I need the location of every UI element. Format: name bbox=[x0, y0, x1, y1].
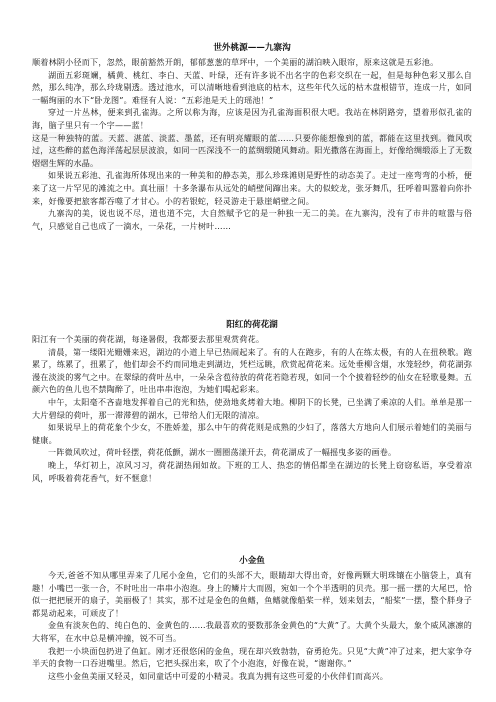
paragraph: 今天,爸爸不知从哪里弄来了几尾小金鱼，它们的头部不大，眼睛却大得出奇，好像两颗大明珠镶在小脑袋上，真有趣！小嘴巴一张一合，不时吐出一串串小泡泡。身上的鳞片大而圆，宛如一个个半透明的贝壳。那一摇一摆的大尾巴，恰似一把把展开的扇子，美丽极了！其实，那不过是金色的鱼鳍，鱼鳍就像船桨一样，划来划去，“船桨”一摆，整个胖身子都晃动起来，可顽皮了！ bbox=[32, 570, 472, 618]
article-jiuzhaigou bbox=[32, 42, 472, 232]
article-title: 阳红的荷花湖 bbox=[226, 320, 278, 330]
paragraph: 如果说早上的荷花象个少女，不胜娇羞，那么中午的荷花则是成熟的少妇了，落落大方地向人们展示着她们的美丽与健康。 bbox=[32, 422, 472, 445]
paragraph: 清晨，第一缕阳光姗姗来迟，湖边的小道上早已热闹起来了。有的人在跑步，有的人在练太极，有的人在扭秧歌。跑累了，练累了，扭累了，他们却会不约而同地走到湖边，凭栏远眺，欣赏起荷花来。远处垂柳含烟，水笼轻纱，荷花湖弥漫在淡淡的雾气之中。在翠绿的荷叶丛中，一朵朵含苞待放的荷花若隐若现，如同一个个披着轻纱的仙女在轻歌曼舞。五颜六色的鱼儿也不禁陶醉了，吐出串串泡泡，为她们喝起彩来。 bbox=[32, 346, 472, 395]
paragraph: 这些小金鱼美丽又轻灵，如同童话中可爱的小精灵。我真为拥有这些可爱的小伙伴们而高兴。 bbox=[48, 670, 389, 681]
paragraph: 湖面五彩斑斓，橘黄、桃红、李白、天蓝、叶绿，还有许多说不出名字的色彩交织在一起，但是每种色彩又那么自然，那么纯净，那么玲珑剔透。透过池水，可以清晰地看到池底的枯木，这些年代久远的枯木盘根错节，连成一片，如同一幅绚丽的水下“卧龙图”。难怪有人说：“五彩池是天上的瑶池！” bbox=[32, 69, 472, 105]
paragraph: 一阵微风吹过，荷叶轻摆，荷花低颤，湖水一圈圈荡漾开去，荷花湖成了一幅摇曳多姿的画卷。 bbox=[48, 447, 397, 458]
article-title: 世外桃源——九寨沟 bbox=[213, 43, 291, 53]
paragraph: 中午，太阳毫不吝啬地发挥着自己的光和热，使劲地炙烤着大地。柳阴下的长凳，已坐满了乘凉的人们。单单是那一大片碧绿的荷叶，那一滞滞碧的湖水，已带给人们无限的清凉。 bbox=[32, 396, 472, 420]
paragraph: 金鱼有淡灰色的、纯白色的、金黄色的……我最喜欢的要数那条金黄色的“大黄”了。大黄个头最大，象个威风凛凛的大将军，在水中总是横冲撞，锐不可当。 bbox=[32, 620, 472, 643]
paragraph: 阳江有一个美丽的荷花湖，每逢暑假，我都要去那里观赏荷花。 bbox=[32, 334, 265, 344]
paragraph: 如果说五彩池、孔雀海所体现出来的一种美和的静态美，那么珍珠滩则是野性的动态美了。走过一座弯弯的小桥，便来了这一片罕见的滩流之中。真壮丽！十多条瀑布从远处的峭壁间蹿出来。大的似蛟龙，张牙舞爪，狂呼着叫嚣着向你扑来，好像要把旅客都吞噬了才甘心。小的若银蛇，轻灵游走于悬崖峭壁之间。 bbox=[32, 170, 472, 206]
paragraph: 穿过一片丛林，便来到孔雀海。之所以称为海，应该是因为孔雀海面积很大吧。我站在林阴路旁，望着形似孔雀的海，脑子里只有一个字——蓝！ bbox=[32, 107, 472, 130]
paragraph: 顺着林阴小径而下，忽然，眼前豁然开朗，郁郁葱葱的草坪中，一个美丽的湖泊映入眼帘，原来这就是五彩池。 bbox=[32, 57, 439, 67]
paragraph: 这是一种独特的蓝。天蓝、湛蓝、淡蓝、墨蓝，还有明亮耀眼的蓝……只要你能想像到的蓝，都能在这里找到。微风吹过，这些醉的蓝色海洋荡起层层波浪，如同一匹深浅不一的蓝绸缎随风舞动。阳光撒落在海面上，好像给绸缎添上了无数熠熠生辉的水晶。 bbox=[32, 132, 472, 168]
article-lotus-lake bbox=[32, 319, 472, 484]
paragraph: 九寨沟的美，说也说不尽，道也道不完，大自然赋予它的是一种独一无二的美。在九寨沟，没有了市井的喧嚣与俗气，只感觉自己也成了一滴水，一朵花，一片树叶…… bbox=[32, 208, 472, 231]
paragraph: 我把一小块面包扔进了鱼缸。刚才还很悠闲的金鱼，现在却兴致勃勃，奋勇抢先。只见“大黄”冲了过来，把大家争夺半天的食物一口吞进嘴里。然后，它把头探出来，吹了个小泡泡，好像在说，“谢谢你。” bbox=[32, 645, 472, 669]
article-title: 小金鱼 bbox=[239, 556, 265, 566]
paragraph: 晚上，华灯初上，凉风习习，荷花湖热闹如故。下班的工人、热恋的情侣都坐在湖边的长凳上窃窃私语，享受着凉风，呼吸着荷花香气，好不惬意！ bbox=[32, 459, 472, 483]
article-goldfish bbox=[32, 555, 472, 682]
